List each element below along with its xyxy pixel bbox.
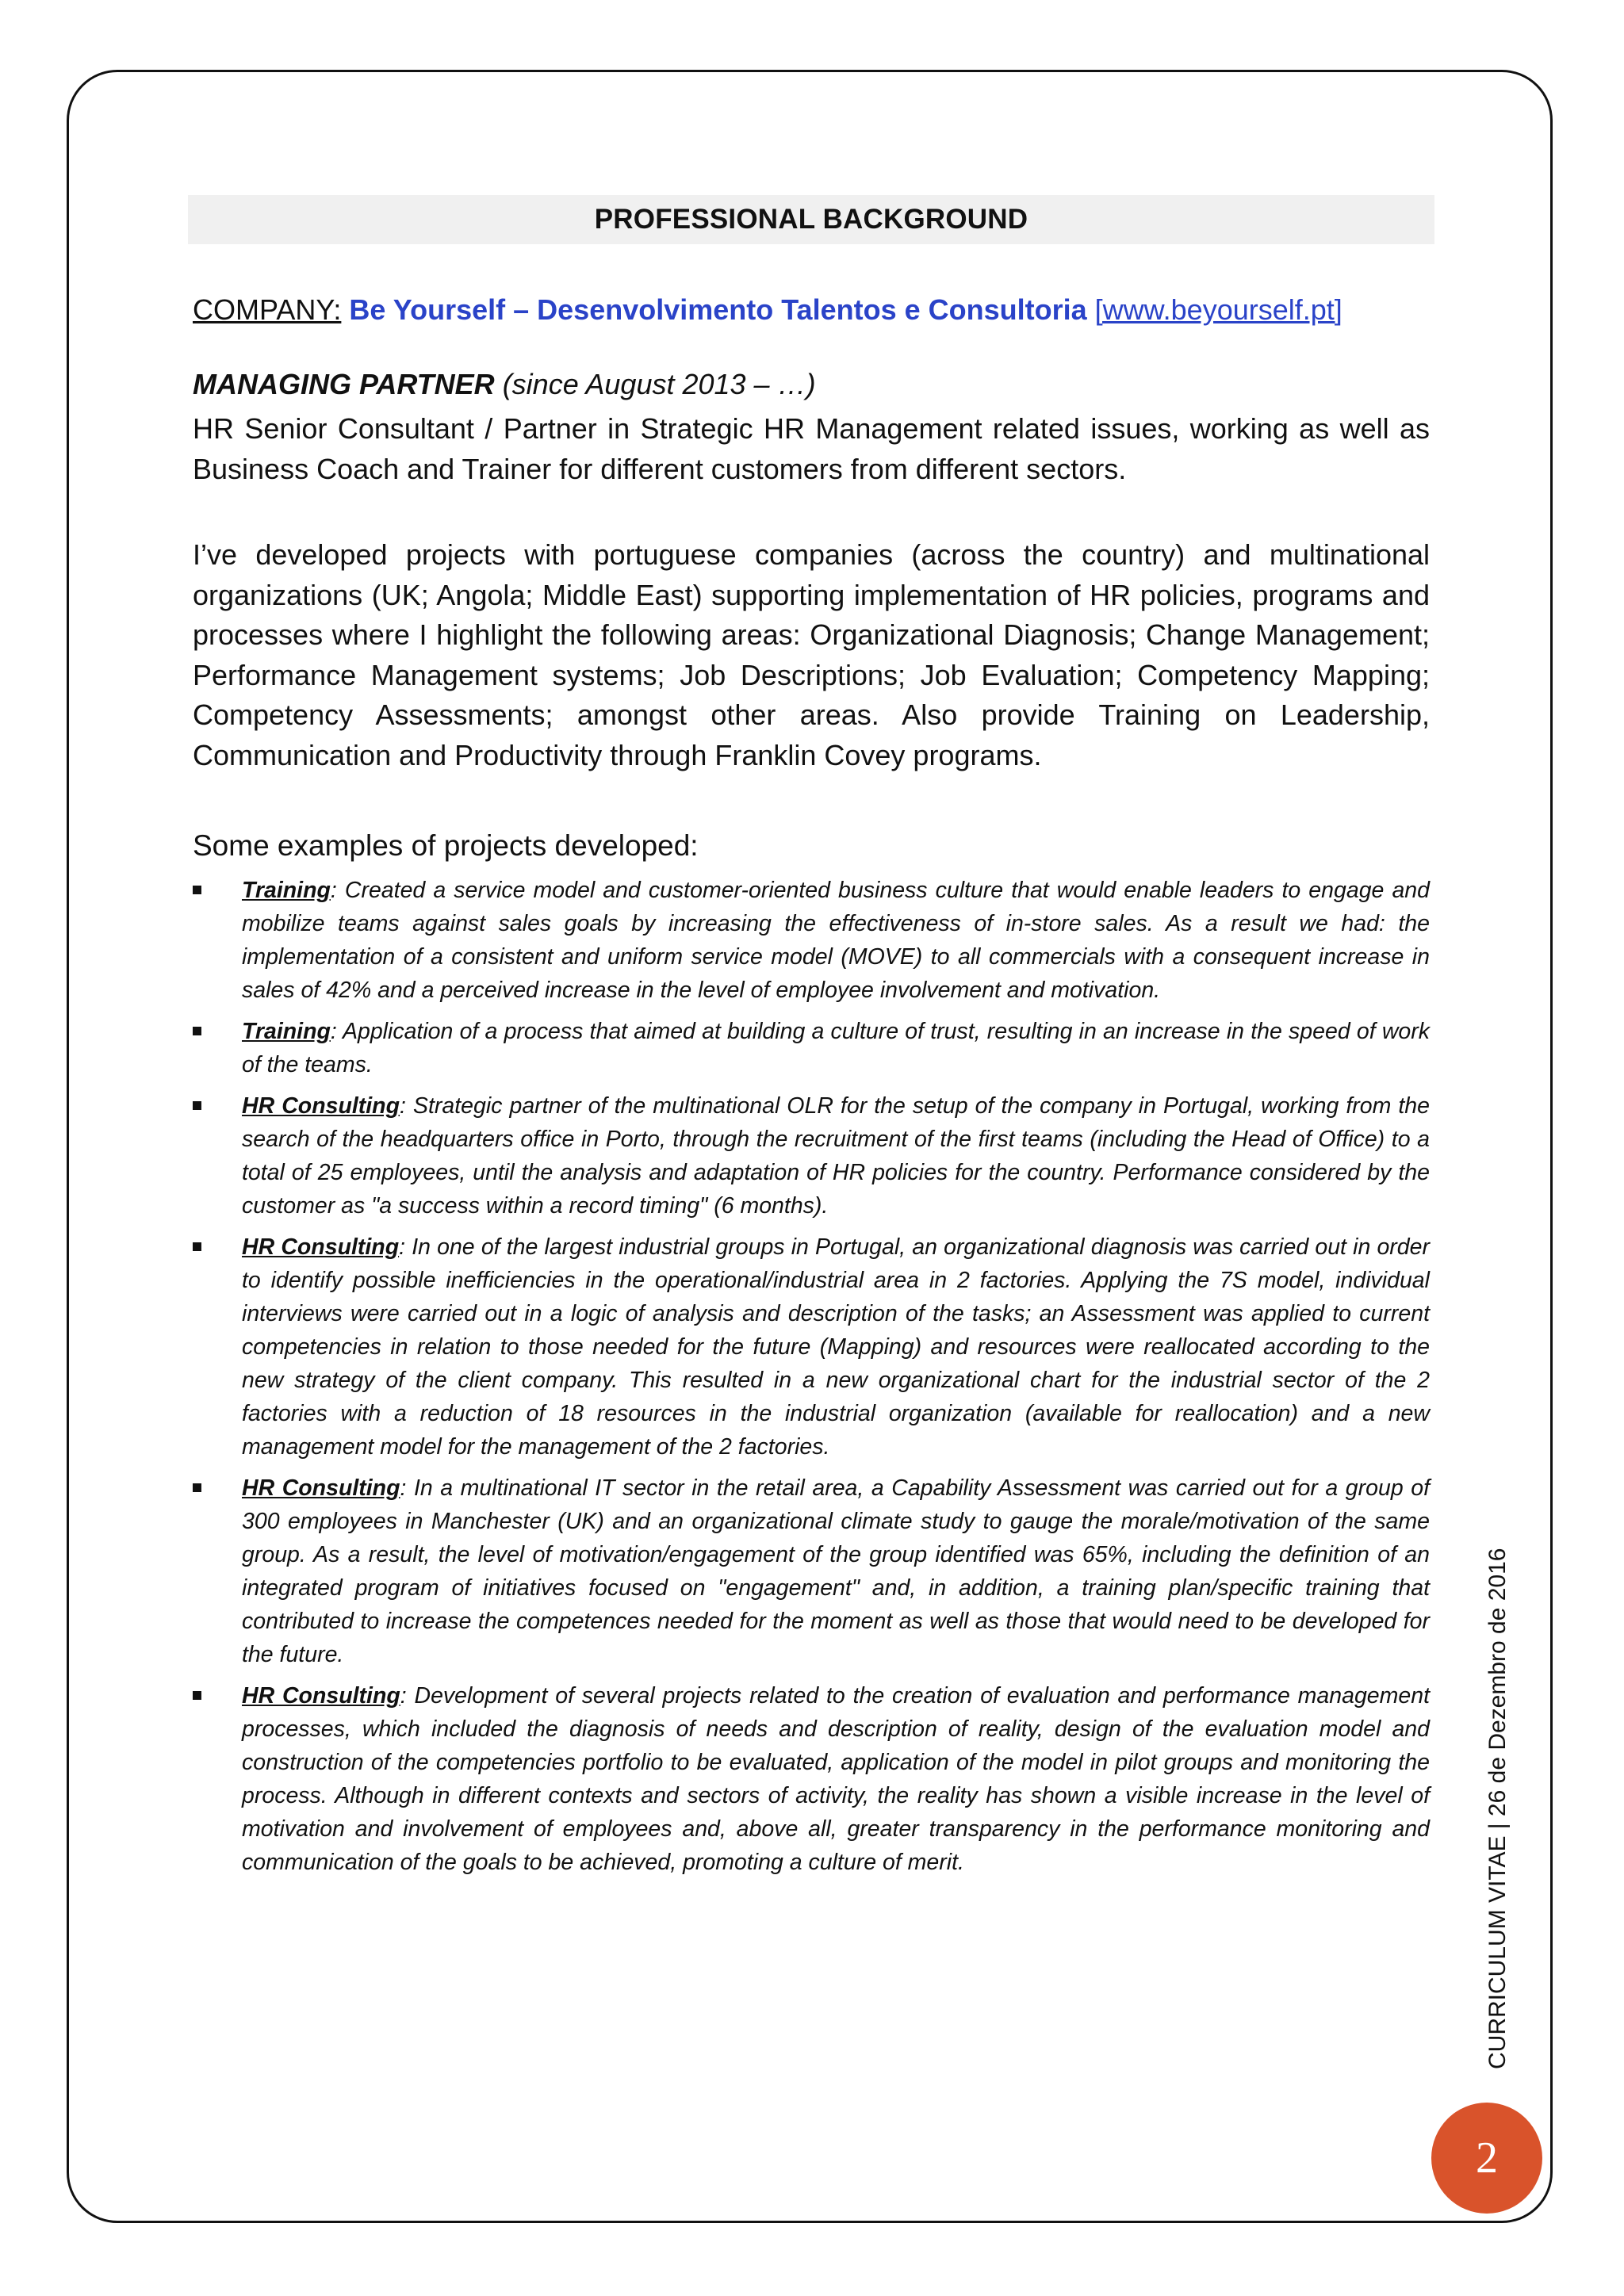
- company-website-link[interactable]: [www.beyourself.pt]: [1094, 293, 1342, 326]
- cv-content: [193, 195, 1430, 1887]
- summary-paragraph: I’ve developed projects with portuguese companies (across the country) and multinational organizations (UK; Angola; Middle East) supporting implementation of HR policies, programs and processes where I highlight the following areas: Organizational Diagnosis; Change Management; Performance Management systems; Job Descriptions; Job Evaluation; Competency Mapping; Competency Assessments; amongst other areas. Also provide Training on Leadership, Communication and Productivity through Franklin Covey programs.: [193, 538, 1430, 771]
- project-item: [193, 1471, 1430, 1671]
- project-tag: Training: [242, 878, 331, 903]
- project-tag: Training: [242, 1019, 331, 1044]
- project-item: [193, 1089, 1430, 1223]
- project-tag: HR Consulting: [242, 1234, 400, 1260]
- section-title: PROFESSIONAL BACKGROUND: [188, 195, 1434, 244]
- role-period: (since August 2013 – …): [502, 368, 816, 400]
- project-description: : In a multinational IT sector in the retail area, a Capability Assessment was carried out for a group of 300 employees in Manchester (UK) and an organizational climate study to gauge the morale/motivation of the same group. As a result, the level of motivation/engagement of the group identified was 65%, including the definition of an integrated program of initiatives focused on "engagement" and, in addition, a training plan/specific training that contributed to increase the competences needed for the moment as well as those that would need to be developed for the future.: [242, 1475, 1431, 1667]
- intro-paragraph: HR Senior Consultant / Partner in Strategic HR Management related issues, working as well as Business Coach and Trainer for different customers from different sectors.: [193, 412, 1430, 485]
- square-bullet-icon: [193, 1027, 201, 1035]
- square-bullet-icon: [193, 886, 201, 894]
- square-bullet-icon: [193, 1101, 201, 1110]
- role-title: MANAGING PARTNER: [193, 368, 495, 400]
- company-line: [193, 290, 1430, 330]
- project-tag: HR Consulting: [242, 1683, 400, 1709]
- project-item: [193, 1015, 1430, 1081]
- square-bullet-icon: [193, 1691, 201, 1700]
- company-label: COMPANY:: [193, 293, 342, 326]
- project-description: : Application of a process that aimed at building a culture of trust, resulting in an increase in the speed of work of the teams.: [242, 1019, 1430, 1077]
- project-description: : Created a service model and customer-oriented business culture that would enable leaders to engage and mobilize teams against sales goals by increasing the effectiveness of in-store sales. As a result we had: the implementation of a consistent and uniform service model (MOVE) to all commercials with a consequent increase in sales of 42% and a perceived increase in the level of employee involvement and motivation.: [242, 878, 1430, 1003]
- project-item: [193, 1230, 1430, 1464]
- page-number-badge: 2: [1431, 2103, 1542, 2214]
- project-description: : Strategic partner of the multinational OLR for the setup of the company in Portugal, working from the search of the headquarters office in Porto, through the recruitment of the first teams (including the Head of Office) to a total of 25 employees, until the analysis and adaptation of HR policies for the country. Performance considered by the customer as "a success within a record timing" (6 months).: [242, 1093, 1431, 1219]
- company-name: Be Yourself – Desenvolvimento Talentos e Consultoria: [349, 293, 1087, 326]
- square-bullet-icon: [193, 1483, 201, 1492]
- project-tag: HR Consulting: [242, 1093, 400, 1119]
- cv-footer-label: CURRICULUM VITAE | 26 de Dezembro de 2016: [1484, 1548, 1511, 2069]
- examples-title: Some examples of projects developed:: [193, 829, 699, 862]
- square-bullet-icon: [193, 1242, 201, 1251]
- project-item: [193, 1679, 1430, 1879]
- project-description: : Development of several projects related to the creation of evaluation and performance management processes, which included the diagnosis of needs and description of reality, design of the evaluation model and construction of the competencies portfolio to be evaluated, application of the model in pilot groups and monitoring the process. Although in different contexts and sectors of activity, the reality has shown a visible increase in the level of motivation and involvement of employees and, above all, greater transparency in the performance monitoring and communication of the goals to be achieved, promoting a culture of merit.: [242, 1683, 1431, 1875]
- role-line: [193, 365, 1430, 404]
- project-description: : In one of the largest industrial groups in Portugal, an organizational diagnosis was carried out in order to identify possible inefficiencies in the operational/industrial area in 2 factories. Applying the 7S model, individual interviews were carried out in a logic of analysis and description of the tasks; an Assessment was applied to current competencies in relation to those needed for the future (Mapping) and resources were reallocated according to the new strategy of the client company. This resulted in a new organizational chart for the industrial sector of the 2 factories with a reduction of 18 resources in the industrial organization (available for reallocation) and a new management model for the management of the 2 factories.: [242, 1234, 1430, 1460]
- projects-list: [193, 874, 1430, 1879]
- project-item: [193, 874, 1430, 1007]
- project-tag: HR Consulting: [242, 1475, 400, 1501]
